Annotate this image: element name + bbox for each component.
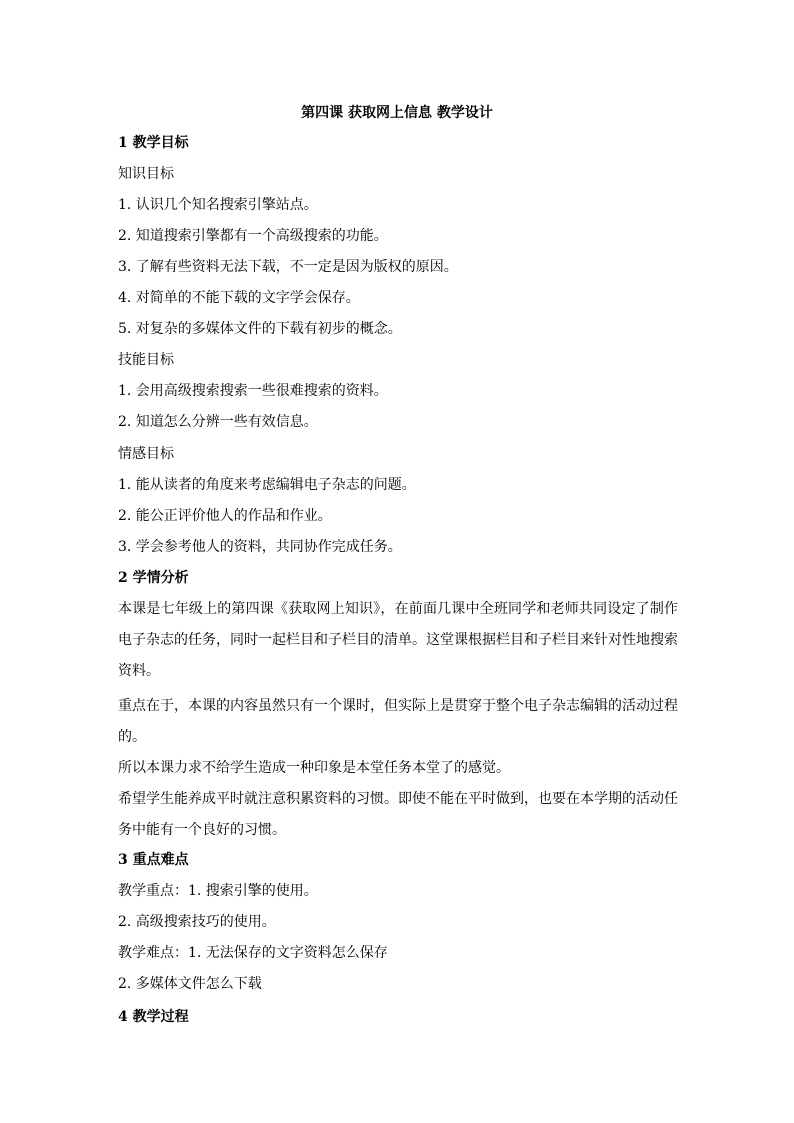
skill-item: 1. 会用高级搜索搜索一些很难搜索的资料。	[118, 383, 388, 399]
skill-item: 2. 知道怎么分辨一些有效信息。	[118, 414, 318, 430]
section-heading-objectives: 1 教学目标	[118, 135, 189, 151]
section-heading-process: 4 教学过程	[118, 1009, 189, 1025]
key-point-line: 教学重点：1. 搜索引擎的使用。	[118, 883, 318, 899]
section-heading-analysis: 2 学情分析	[118, 570, 189, 586]
knowledge-item: 1. 认识几个知名搜索引擎站点。	[118, 197, 318, 213]
knowledge-item: 3. 了解有些资料无法下载，不一定是因为版权的原因。	[118, 259, 458, 275]
key-point-line: 教学难点：1. 无法保存的文字资料怎么保存	[118, 945, 388, 961]
document-title: 第四课 获取网上信息 教学设计	[301, 105, 493, 121]
knowledge-item: 2. 知道搜索引擎都有一个高级搜索的功能。	[118, 228, 388, 244]
analysis-paragraph: 本课是七年级上的第四课《获取网上知识》，在前面几课中全班同学和老师共同设定了制作电子杂志的任务，同时一起栏目和子栏目的清单。这堂课根据栏目和子栏目来针对性地搜索资料。	[118, 601, 678, 679]
emotion-item: 3. 学会参考他人的资料，共同协作完成任务。	[118, 539, 402, 555]
subheading-emotion: 情感目标	[118, 446, 174, 462]
knowledge-item: 5. 对复杂的多媒体文件的下载有初步的概念。	[118, 321, 402, 337]
analysis-paragraph: 所以本课力求不给学生造成一种印象是本堂任务本堂了的感觉。	[118, 760, 510, 776]
analysis-paragraph: 希望学生能养成平时就注意积累资料的习惯。即使不能在平时做到，也要在本学期的活动任务中能有一个良好的习惯。	[118, 791, 678, 838]
emotion-item: 1. 能从读者的角度来考虑编辑电子杂志的问题。	[118, 477, 416, 493]
emotion-item: 2. 能公正评价他人的作品和作业。	[118, 508, 332, 524]
section-heading-key-points: 3 重点难点	[118, 852, 189, 868]
knowledge-item: 4. 对简单的不能下载的文字学会保存。	[118, 290, 360, 306]
subheading-knowledge: 知识目标	[118, 166, 174, 182]
subheading-skill: 技能目标	[118, 352, 174, 368]
key-point-line: 2. 多媒体文件怎么下载	[118, 976, 262, 992]
key-point-line: 2. 高级搜索技巧的使用。	[118, 914, 276, 930]
analysis-paragraph: 重点在于，本课的内容虽然只有一个课时，但实际上是贯穿于整个电子杂志编辑的活动过程的。	[118, 698, 678, 745]
